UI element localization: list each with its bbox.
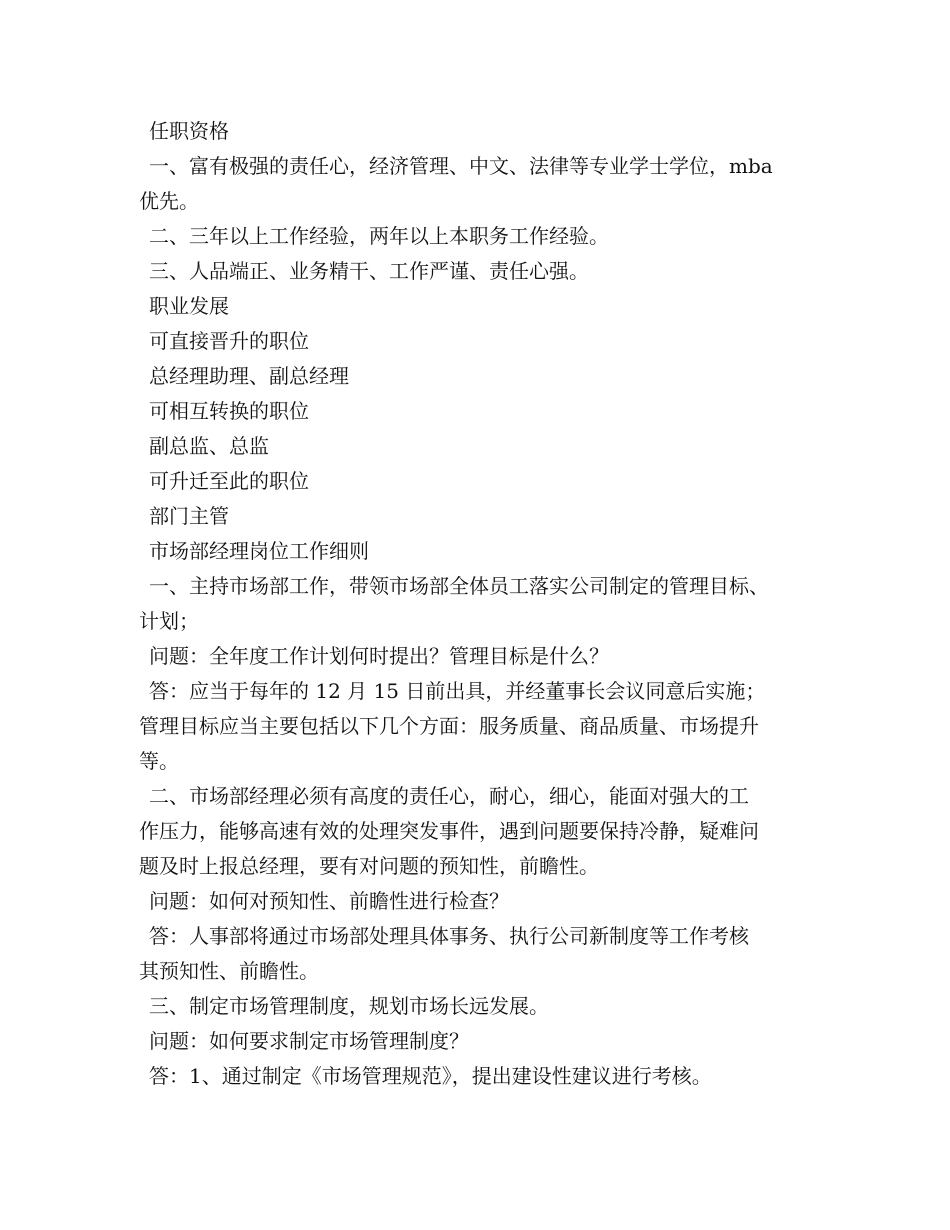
text-line: 管理目标应当主要包括以下几个方面：服务质量、商品质量、市场提升 [139,714,759,738]
text-line: 职业发展 [149,294,229,318]
text-line: 问题：如何对预知性、前瞻性进行检查？ [149,889,509,913]
text-line: 可直接晋升的职位 [149,329,309,353]
text-line: 一、主持市场部工作，带领市场部全体员工落实公司制定的管理目标、 [149,574,769,598]
document-body [139,114,829,1094]
text-line: 三、制定市场管理制度，规划市场长远发展。 [149,994,549,1018]
text-line: 答：1、通过制定《市场管理规范》，提出建设性建议进行考核。 [149,1064,712,1088]
text-line: 等。 [139,749,179,773]
text-line: 总经理助理、副总经理 [149,364,349,388]
text-line: 作压力，能够高速有效的处理突发事件，遇到问题要保持冷静，疑难问 [139,819,759,843]
text-line: 答：应当于每年的 12 月 15 日前出具，并经董事长会议同意后实施； [149,679,766,703]
text-line: 问题：如何要求制定市场管理制度？ [149,1029,469,1053]
text-line: 其预知性、前瞻性。 [139,959,319,983]
text-line: 三、人品端正、业务精干、工作严谨、责任心强。 [149,259,589,283]
text-line: 一、富有极强的责任心，经济管理、中文、法律等专业学士学位，mba [149,154,773,178]
text-line: 问题：全年度工作计划何时提出？管理目标是什么？ [149,644,609,668]
text-line: 副总监、总监 [149,434,269,458]
text-line: 答：人事部将通过市场部处理具体事务、执行公司新制度等工作考核 [149,924,749,948]
text-line: 二、三年以上工作经验，两年以上本职务工作经验。 [149,224,609,248]
text-line: 可相互转换的职位 [149,399,309,423]
text-line: 部门主管 [149,504,229,528]
text-line: 可升迁至此的职位 [149,469,309,493]
text-line: 计划； [139,609,199,633]
text-line: 二、市场部经理必须有高度的责任心，耐心，细心，能面对强大的工 [149,784,749,808]
text-line: 任职资格 [149,119,229,143]
text-line: 市场部经理岗位工作细则 [149,539,369,563]
text-line: 优先。 [139,189,199,213]
text-line: 题及时上报总经理，要有对问题的预知性，前瞻性。 [139,854,599,878]
